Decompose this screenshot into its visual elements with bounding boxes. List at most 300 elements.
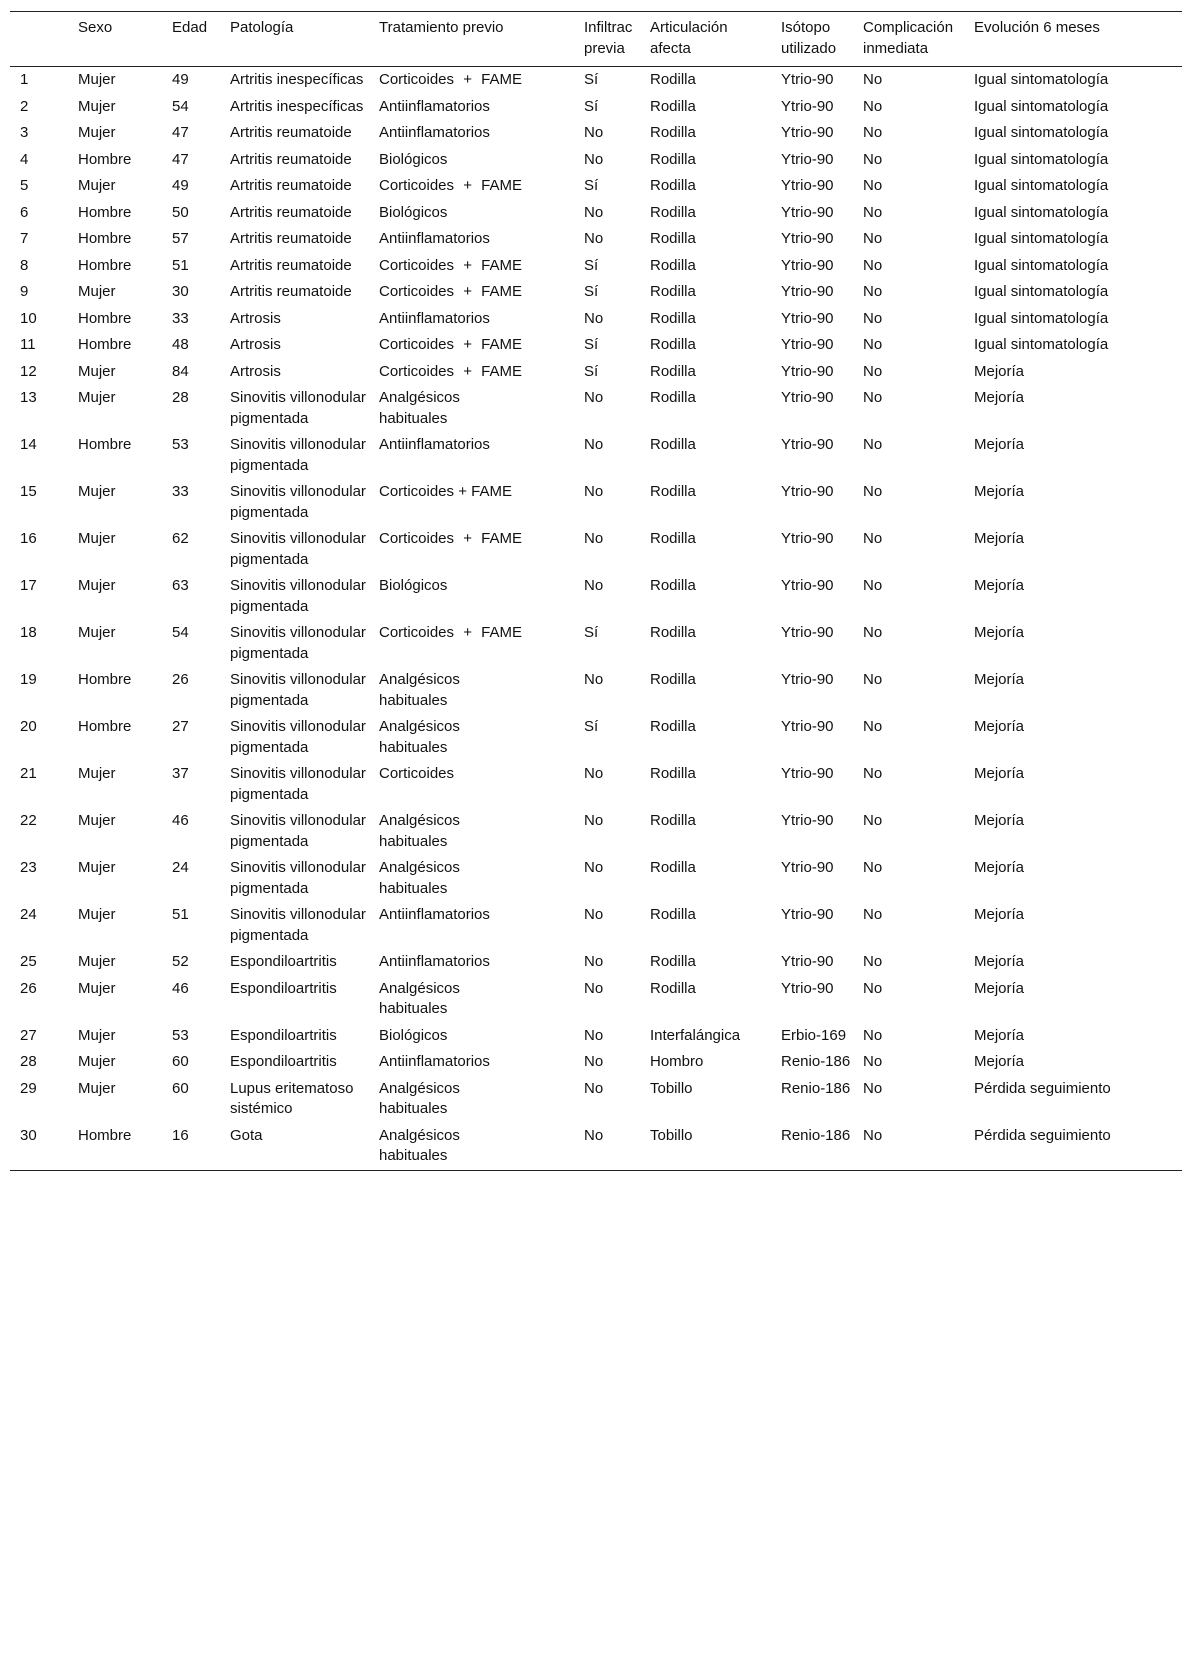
- cell-evolution-6-months: Mejoría: [974, 906, 1025, 923]
- cell-age: 37: [172, 765, 189, 782]
- header-pathology: Patología: [230, 19, 294, 36]
- cell-immediate-complication: No: [863, 624, 883, 641]
- table-row: [10, 1023, 1182, 1050]
- cell-previous-infiltration: Sí: [584, 71, 599, 88]
- cell-evolution-6-months: Mejoría: [974, 389, 1025, 406]
- table-row: [10, 667, 1182, 714]
- cell-evolution-6-months: Igual sintomatología: [974, 336, 1109, 353]
- cell-isotope: Ytrio-90: [781, 203, 834, 221]
- cell-affected-joint: Rodilla: [650, 124, 696, 141]
- cell-previous-treatment: Biológicos: [379, 577, 448, 594]
- cell-age: 60: [172, 1053, 189, 1070]
- cell-age: 62: [172, 530, 189, 547]
- cell-affected-joint: Rodilla: [650, 906, 696, 923]
- cell-sex: Mujer: [78, 97, 116, 115]
- cell-previous-infiltration: No: [584, 1053, 604, 1070]
- cell-row-number: 15: [20, 483, 37, 500]
- cell-age: 28: [172, 389, 189, 406]
- cell-previous-infiltration: No: [584, 859, 604, 876]
- cell-pathology: Sinovitis villonodular pigmentada: [230, 436, 366, 474]
- cell-row-number: 9: [20, 283, 29, 300]
- cell-sex: Mujer: [78, 577, 116, 594]
- cell-age: 27: [172, 718, 189, 735]
- cell-isotope: Ytrio-90: [781, 859, 834, 876]
- cell-previous-infiltration: Sí: [584, 718, 599, 735]
- cell-previous-infiltration: No: [584, 765, 604, 782]
- cell-row-number: 13: [20, 389, 37, 406]
- cell-pathology: Sinovitis villonodular pigmentada: [230, 483, 366, 521]
- cell-previous-infiltration: No: [584, 979, 604, 997]
- header-age: Edad: [172, 19, 208, 36]
- cell-previous-infiltration: No: [584, 483, 604, 500]
- cell-immediate-complication: No: [863, 1026, 883, 1044]
- cell-affected-joint: Rodilla: [650, 812, 696, 829]
- cell-age: 84: [172, 362, 189, 380]
- cell-evolution-6-months: Mejoría: [974, 483, 1025, 500]
- cell-evolution-6-months: Igual sintomatología: [974, 283, 1109, 300]
- cell-previous-treatment: Corticoides + FAME: [379, 336, 522, 353]
- table-row: [10, 1049, 1182, 1076]
- cell-previous-treatment: Corticoides + FAME: [379, 362, 522, 380]
- cell-immediate-complication: No: [863, 859, 883, 876]
- cell-affected-joint: Rodilla: [650, 177, 696, 194]
- cell-immediate-complication: No: [863, 362, 883, 380]
- table-row: [10, 526, 1182, 573]
- cell-pathology: Lupus eritematoso sistémico: [230, 1079, 354, 1117]
- cell-immediate-complication: No: [863, 1079, 883, 1097]
- cell-pathology: Sinovitis villonodular pigmentada: [230, 671, 366, 709]
- cell-age: 48: [172, 336, 189, 353]
- cell-pathology: Espondiloartritis: [230, 1053, 337, 1070]
- cell-sex: Mujer: [78, 124, 116, 141]
- cell-previous-infiltration: No: [584, 671, 604, 688]
- cell-age: 30: [172, 283, 189, 300]
- cell-sex: Mujer: [78, 979, 116, 997]
- table-row: [10, 976, 1182, 1023]
- cell-affected-joint: Tobillo: [650, 1079, 693, 1097]
- cell-pathology: Espondiloartritis: [230, 1026, 337, 1044]
- table-row: [10, 949, 1182, 976]
- cell-previous-treatment: Antiinflamatorios: [379, 906, 490, 923]
- cell-previous-treatment: Antiinflamatorios: [379, 953, 490, 970]
- table-row: [10, 359, 1182, 386]
- cell-age: 33: [172, 483, 189, 500]
- cell-evolution-6-months: Igual sintomatología: [974, 203, 1109, 221]
- cell-evolution-6-months: Igual sintomatología: [974, 230, 1109, 247]
- cell-pathology: Artritis reumatoide: [230, 230, 352, 247]
- table-row: [10, 902, 1182, 949]
- cell-previous-infiltration: No: [584, 230, 604, 247]
- cell-isotope: Ytrio-90: [781, 150, 834, 168]
- table-row: [10, 94, 1182, 121]
- cell-age: 33: [172, 309, 189, 327]
- cell-row-number: 16: [20, 530, 37, 547]
- cell-row-number: 26: [20, 979, 37, 997]
- cell-evolution-6-months: Igual sintomatología: [974, 177, 1109, 194]
- cell-affected-joint: Rodilla: [650, 389, 696, 406]
- cell-pathology: Artritis reumatoide: [230, 150, 352, 168]
- cell-age: 24: [172, 859, 189, 876]
- cell-evolution-6-months: Mejoría: [974, 362, 1025, 380]
- cell-affected-joint: Rodilla: [650, 230, 696, 247]
- cell-isotope: Ytrio-90: [781, 230, 834, 247]
- cell-age: 49: [172, 71, 189, 88]
- cell-sex: Hombre: [78, 1126, 132, 1144]
- cell-immediate-complication: No: [863, 177, 883, 194]
- cell-age: 50: [172, 203, 189, 221]
- header-immediate-complication: Complicación inmediata: [863, 19, 954, 57]
- cell-sex: Mujer: [78, 389, 116, 406]
- cell-immediate-complication: No: [863, 671, 883, 688]
- cell-sex: Hombre: [78, 230, 132, 247]
- header-evolution-6-months: Evolución 6 meses: [974, 19, 1100, 36]
- cell-immediate-complication: No: [863, 483, 883, 500]
- cell-pathology: Artrosis: [230, 362, 281, 380]
- cell-row-number: 25: [20, 953, 37, 970]
- cell-previous-treatment: Biológicos: [379, 150, 448, 168]
- cell-sex: Mujer: [78, 530, 116, 547]
- cell-sex: Mujer: [78, 624, 116, 641]
- cell-immediate-complication: No: [863, 530, 883, 547]
- cell-evolution-6-months: Igual sintomatología: [974, 124, 1109, 141]
- cell-previous-infiltration: No: [584, 953, 604, 970]
- cell-pathology: Artritis reumatoide: [230, 124, 352, 141]
- cell-previous-infiltration: Sí: [584, 362, 599, 380]
- cell-affected-joint: Rodilla: [650, 256, 696, 274]
- cell-affected-joint: Tobillo: [650, 1126, 693, 1144]
- cell-isotope: Ytrio-90: [781, 906, 834, 923]
- cell-evolution-6-months: Mejoría: [974, 530, 1025, 547]
- cell-previous-infiltration: Sí: [584, 283, 599, 300]
- cell-affected-joint: Rodilla: [650, 336, 696, 353]
- cell-row-number: 1: [20, 71, 29, 88]
- cell-previous-infiltration: Sí: [584, 624, 599, 641]
- cell-evolution-6-months: Mejoría: [974, 718, 1025, 735]
- cell-immediate-complication: No: [863, 203, 883, 221]
- cell-pathology: Artritis reumatoide: [230, 177, 352, 194]
- cell-pathology: Sinovitis villonodular pigmentada: [230, 812, 366, 850]
- cell-pathology: Espondiloartritis: [230, 979, 337, 997]
- cell-age: 60: [172, 1079, 189, 1097]
- cell-isotope: Ytrio-90: [781, 671, 834, 688]
- table-row: [10, 253, 1182, 280]
- cell-previous-infiltration: Sí: [584, 336, 599, 353]
- cell-row-number: 5: [20, 177, 29, 194]
- cell-previous-treatment: Analgésicos habituales: [379, 859, 460, 897]
- header-previous-treatment: Tratamiento previo: [379, 19, 504, 36]
- cell-sex: Mujer: [78, 812, 116, 829]
- header-sex: Sexo: [78, 19, 113, 36]
- cell-immediate-complication: No: [863, 336, 883, 353]
- cell-row-number: 22: [20, 812, 37, 829]
- cell-previous-infiltration: No: [584, 309, 604, 327]
- cell-isotope: Renio-186: [781, 1079, 851, 1097]
- cell-previous-infiltration: Sí: [584, 97, 599, 115]
- cell-isotope: Ytrio-90: [781, 97, 834, 115]
- cell-age: 46: [172, 812, 189, 829]
- header-isotope: Isótopo utilizado: [781, 19, 837, 57]
- cell-affected-joint: Hombro: [650, 1053, 704, 1070]
- cell-isotope: Ytrio-90: [781, 362, 834, 380]
- cell-affected-joint: Rodilla: [650, 309, 696, 327]
- table-row: [10, 761, 1182, 808]
- cell-affected-joint: Rodilla: [650, 718, 696, 735]
- cell-affected-joint: Rodilla: [650, 979, 696, 997]
- cell-age: 47: [172, 150, 189, 168]
- cell-sex: Hombre: [78, 150, 132, 168]
- cell-isotope: Ytrio-90: [781, 530, 834, 547]
- cell-immediate-complication: No: [863, 230, 883, 247]
- cell-previous-treatment: Analgésicos habituales: [379, 671, 460, 709]
- cell-sex: Mujer: [78, 177, 116, 194]
- cell-isotope: Ytrio-90: [781, 124, 834, 141]
- cell-sex: Mujer: [78, 1026, 116, 1044]
- cell-evolution-6-months: Mejoría: [974, 953, 1025, 970]
- cell-immediate-complication: No: [863, 906, 883, 923]
- cell-sex: Hombre: [78, 336, 132, 353]
- cell-sex: Mujer: [78, 71, 116, 88]
- cell-row-number: 20: [20, 718, 37, 735]
- cell-row-number: 29: [20, 1079, 37, 1097]
- cell-affected-joint: Rodilla: [650, 203, 696, 221]
- cell-affected-joint: Rodilla: [650, 859, 696, 876]
- cell-previous-treatment: Corticoides + FAME: [379, 71, 522, 88]
- cell-evolution-6-months: Mejoría: [974, 1026, 1025, 1044]
- table-row: [10, 147, 1182, 174]
- cell-previous-infiltration: No: [584, 906, 604, 923]
- cell-sex: Hombre: [78, 203, 132, 221]
- cell-age: 26: [172, 671, 189, 688]
- cell-previous-treatment: Antiinflamatorios: [379, 436, 490, 453]
- patients-table: [10, 11, 1182, 1171]
- cell-previous-infiltration: No: [584, 812, 604, 829]
- cell-pathology: Gota: [230, 1126, 263, 1144]
- cell-immediate-complication: No: [863, 256, 883, 274]
- cell-affected-joint: Rodilla: [650, 362, 696, 380]
- table-row: [10, 1123, 1182, 1171]
- cell-affected-joint: Rodilla: [650, 150, 696, 168]
- cell-previous-treatment: Antiinflamatorios: [379, 1053, 490, 1070]
- cell-isotope: Ytrio-90: [781, 336, 834, 353]
- cell-row-number: 27: [20, 1026, 37, 1044]
- cell-age: 51: [172, 906, 189, 923]
- cell-evolution-6-months: Igual sintomatología: [974, 256, 1109, 274]
- cell-affected-joint: Rodilla: [650, 483, 696, 500]
- cell-previous-infiltration: No: [584, 150, 604, 168]
- cell-previous-treatment: Analgésicos habituales: [379, 979, 460, 1017]
- cell-evolution-6-months: Igual sintomatología: [974, 150, 1109, 168]
- cell-previous-treatment: Biológicos: [379, 203, 448, 221]
- cell-isotope: Ytrio-90: [781, 483, 834, 500]
- cell-previous-infiltration: No: [584, 1126, 604, 1144]
- cell-previous-treatment: Corticoides + FAME: [379, 530, 522, 547]
- cell-previous-treatment: Antiinflamatorios: [379, 230, 490, 247]
- cell-evolution-6-months: Igual sintomatología: [974, 97, 1109, 115]
- cell-age: 52: [172, 953, 189, 970]
- cell-previous-infiltration: No: [584, 124, 604, 141]
- cell-immediate-complication: No: [863, 812, 883, 829]
- cell-affected-joint: Rodilla: [650, 671, 696, 688]
- cell-previous-treatment: Corticoides: [379, 765, 455, 782]
- header-row: [10, 12, 1182, 67]
- cell-evolution-6-months: Igual sintomatología: [974, 71, 1109, 88]
- cell-affected-joint: Rodilla: [650, 530, 696, 547]
- cell-age: 54: [172, 624, 189, 641]
- cell-isotope: Erbio-169: [781, 1026, 847, 1044]
- cell-isotope: Ytrio-90: [781, 177, 834, 194]
- cell-previous-treatment: Corticoides + FAME: [379, 624, 522, 641]
- cell-previous-treatment: Corticoides + FAME: [379, 283, 522, 300]
- table-row: [10, 385, 1182, 432]
- cell-pathology: Artritis reumatoide: [230, 256, 352, 274]
- cell-row-number: 14: [20, 436, 37, 453]
- cell-evolution-6-months: Mejoría: [974, 577, 1025, 594]
- cell-immediate-complication: No: [863, 71, 883, 88]
- cell-previous-treatment: Analgésicos habituales: [379, 1079, 460, 1117]
- table-row: [10, 173, 1182, 200]
- table-row: [10, 120, 1182, 147]
- cell-age: 16: [172, 1126, 189, 1144]
- cell-sex: Hombre: [78, 718, 132, 735]
- cell-isotope: Ytrio-90: [781, 979, 834, 997]
- table-row: [10, 306, 1182, 333]
- cell-sex: Mujer: [78, 283, 116, 300]
- table-row: [10, 1076, 1182, 1123]
- cell-immediate-complication: No: [863, 577, 883, 594]
- cell-sex: Hombre: [78, 309, 132, 327]
- cell-immediate-complication: No: [863, 309, 883, 327]
- cell-age: 53: [172, 1026, 189, 1044]
- cell-sex: Mujer: [78, 362, 116, 380]
- cell-isotope: Ytrio-90: [781, 953, 834, 970]
- header-affected-joint: Articulación afecta: [650, 19, 728, 57]
- cell-pathology: Sinovitis villonodular pigmentada: [230, 577, 366, 615]
- cell-pathology: Artritis inespecíficas: [230, 97, 364, 115]
- cell-isotope: Renio-186: [781, 1053, 851, 1070]
- cell-row-number: 7: [20, 230, 29, 247]
- cell-previous-infiltration: No: [584, 530, 604, 547]
- cell-previous-infiltration: No: [584, 436, 604, 453]
- cell-isotope: Ytrio-90: [781, 309, 834, 327]
- cell-sex: Mujer: [78, 765, 116, 782]
- table-row: [10, 855, 1182, 902]
- cell-pathology: Sinovitis villonodular pigmentada: [230, 530, 366, 568]
- cell-immediate-complication: No: [863, 979, 883, 997]
- cell-row-number: 30: [20, 1126, 37, 1144]
- cell-previous-infiltration: No: [584, 389, 604, 406]
- cell-sex: Hombre: [78, 256, 132, 274]
- cell-affected-joint: Rodilla: [650, 97, 696, 115]
- cell-row-number: 8: [20, 256, 29, 274]
- table-row: [10, 226, 1182, 253]
- cell-isotope: Ytrio-90: [781, 812, 834, 829]
- table-body: [10, 67, 1182, 1171]
- cell-age: 53: [172, 436, 189, 453]
- cell-immediate-complication: No: [863, 765, 883, 782]
- cell-evolution-6-months: Mejoría: [974, 1053, 1025, 1070]
- cell-pathology: Artritis reumatoide: [230, 283, 352, 300]
- cell-previous-treatment: Analgésicos habituales: [379, 389, 460, 427]
- cell-previous-treatment: Antiinflamatorios: [379, 124, 490, 141]
- cell-isotope: Ytrio-90: [781, 256, 834, 274]
- cell-isotope: Ytrio-90: [781, 718, 834, 735]
- cell-immediate-complication: No: [863, 1053, 883, 1070]
- table-row: [10, 808, 1182, 855]
- cell-pathology: Espondiloartritis: [230, 953, 337, 970]
- cell-previous-infiltration: No: [584, 1079, 604, 1097]
- cell-isotope: Ytrio-90: [781, 577, 834, 594]
- cell-age: 51: [172, 256, 189, 274]
- cell-row-number: 28: [20, 1053, 37, 1070]
- cell-previous-treatment: Corticoides + FAME: [379, 256, 522, 274]
- cell-isotope: Ytrio-90: [781, 389, 834, 406]
- cell-immediate-complication: No: [863, 283, 883, 300]
- cell-previous-treatment: Antiinflamatorios: [379, 309, 490, 327]
- cell-immediate-complication: No: [863, 389, 883, 406]
- cell-affected-joint: Rodilla: [650, 953, 696, 970]
- cell-evolution-6-months: Pérdida seguimiento: [974, 1126, 1111, 1144]
- cell-isotope: Renio-186: [781, 1126, 851, 1144]
- cell-pathology: Sinovitis villonodular pigmentada: [230, 624, 366, 662]
- table-header: [10, 12, 1182, 67]
- cell-row-number: 19: [20, 671, 37, 688]
- table-row: [10, 479, 1182, 526]
- cell-age: 47: [172, 124, 189, 141]
- cell-evolution-6-months: Mejoría: [974, 979, 1025, 997]
- cell-immediate-complication: No: [863, 718, 883, 735]
- cell-row-number: 24: [20, 906, 37, 923]
- cell-isotope: Ytrio-90: [781, 624, 834, 641]
- cell-sex: Mujer: [78, 953, 116, 970]
- cell-age: 46: [172, 979, 189, 997]
- cell-age: 57: [172, 230, 189, 247]
- header-previous-infiltration: Infiltrac previa: [584, 19, 633, 57]
- cell-previous-treatment: Antiinflamatorios: [379, 97, 490, 115]
- cell-row-number: 23: [20, 859, 37, 876]
- cell-pathology: Artritis reumatoide: [230, 203, 352, 221]
- cell-sex: Hombre: [78, 436, 132, 453]
- table-row: [10, 432, 1182, 479]
- cell-row-number: 10: [20, 309, 37, 327]
- cell-age: 49: [172, 177, 189, 194]
- cell-pathology: Sinovitis villonodular pigmentada: [230, 906, 366, 944]
- table-row: [10, 620, 1182, 667]
- cell-immediate-complication: No: [863, 150, 883, 168]
- cell-affected-joint: Rodilla: [650, 436, 696, 453]
- cell-affected-joint: Rodilla: [650, 765, 696, 782]
- cell-isotope: Ytrio-90: [781, 71, 834, 88]
- table-row: [10, 200, 1182, 227]
- cell-immediate-complication: No: [863, 97, 883, 115]
- cell-row-number: 17: [20, 577, 37, 594]
- cell-previous-infiltration: No: [584, 1026, 604, 1044]
- cell-pathology: Sinovitis villonodular pigmentada: [230, 718, 366, 756]
- cell-sex: Hombre: [78, 671, 132, 688]
- cell-evolution-6-months: Igual sintomatología: [974, 309, 1109, 327]
- table-row: [10, 279, 1182, 306]
- cell-evolution-6-months: Mejoría: [974, 436, 1025, 453]
- cell-affected-joint: Rodilla: [650, 577, 696, 594]
- cell-pathology: Sinovitis villonodular pigmentada: [230, 859, 366, 897]
- table-row: [10, 67, 1182, 94]
- cell-immediate-complication: No: [863, 1126, 883, 1144]
- cell-affected-joint: Rodilla: [650, 71, 696, 88]
- cell-affected-joint: Interfalángica: [650, 1026, 741, 1044]
- cell-pathology: Sinovitis villonodular pigmentada: [230, 765, 366, 803]
- cell-sex: Mujer: [78, 906, 116, 923]
- cell-pathology: Artrosis: [230, 336, 281, 353]
- cell-previous-treatment: Analgésicos habituales: [379, 718, 460, 756]
